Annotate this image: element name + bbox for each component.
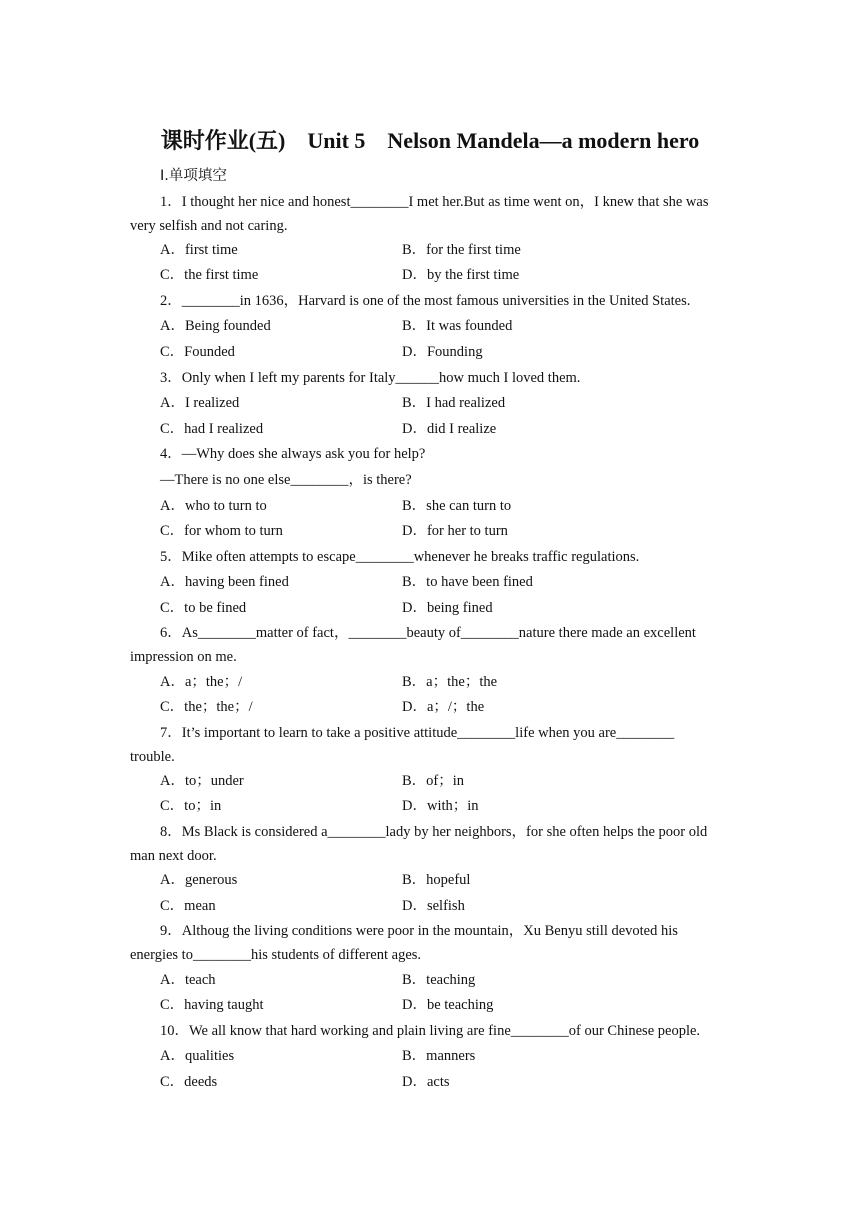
option-d: D．with；in <box>402 798 479 814</box>
option-c: C．for whom to turn <box>160 523 283 539</box>
option-c: C．having taught <box>160 997 264 1013</box>
option-d: D．selfish <box>402 898 465 914</box>
option-a: A．qualities <box>160 1048 235 1064</box>
option-c: C．Founded <box>160 344 235 360</box>
option-b: B．a；the；the <box>402 674 498 690</box>
option-b: B．It was founded <box>402 318 513 334</box>
option-b: B．manners <box>402 1048 476 1064</box>
option-b: B．teaching <box>402 972 476 988</box>
question-stem-line: 9．Althoug the living conditions were poor in the mountain，Xu Benyu still devoted his <box>160 923 678 939</box>
option-b: B．I had realized <box>402 395 506 411</box>
option-d: D．did I realize <box>402 421 497 437</box>
question-8-stem <box>130 820 731 868</box>
option-d: D．acts <box>402 1074 450 1090</box>
option-d: D．for her to turn <box>402 523 508 539</box>
question-6-stem <box>130 621 731 669</box>
option-a: A．having been fined <box>160 574 289 590</box>
option-b: B．of；in <box>402 773 465 789</box>
question-stem-line: very selfish and not caring. <box>130 218 288 234</box>
option-b: B．to have been fined <box>402 574 533 590</box>
option-c: C．to；in <box>160 798 222 814</box>
option-a: A．I realized <box>160 395 240 411</box>
question-stem-line: 7．It’s important to learn to take a positive attitude________life when you are________ <box>160 725 675 741</box>
option-c: C．to be fined <box>160 600 247 616</box>
question-1-stem <box>130 190 731 238</box>
option-c: C．had I realized <box>160 421 264 437</box>
option-a: A．to；under <box>160 773 244 789</box>
option-d: D．by the first time <box>402 267 520 283</box>
question-2-stem: 2．________in 1636，Harvard is one of the most famous universities in the United States. <box>160 293 691 309</box>
option-b: B．hopeful <box>402 872 471 888</box>
question-stem-line: 6．As________matter of fact，________beauty of________nature there made an excellent <box>160 625 696 641</box>
question-5-stem: 5．Mike often attempts to escape________whenever he breaks traffic regulations. <box>160 549 640 565</box>
option-c: C．the；the；/ <box>160 699 253 715</box>
option-c: C．deeds <box>160 1074 218 1090</box>
section-heading: Ⅰ.单项填空 <box>160 168 227 184</box>
option-a: A．generous <box>160 872 238 888</box>
option-a: A．a；the；/ <box>160 674 243 690</box>
option-c: C．mean <box>160 898 216 914</box>
option-c: C．the first time <box>160 267 259 283</box>
option-d: D．being fined <box>402 600 493 616</box>
option-d: D．Founding <box>402 344 483 360</box>
question-4-stem: 4．—Why does she always ask you for help? <box>160 446 426 462</box>
option-d: D．a；/；the <box>402 699 485 715</box>
question-stem-line: energies to________his students of different ages. <box>130 947 422 963</box>
option-d: D．be teaching <box>402 997 494 1013</box>
question-4-stem-2: —There is no one else________，is there? <box>160 472 412 488</box>
question-3-stem: 3．Only when I left my parents for Italy______how much I loved them. <box>160 370 581 386</box>
option-a: A．Being founded <box>160 318 271 334</box>
page-title: 课时作业(五) Unit 5 Nelson Mandela—a modern hero <box>160 128 700 153</box>
question-stem-line: 8．Ms Black is considered a________lady by her neighbors，for she often helps the poor old <box>160 824 708 840</box>
question-stem-line: trouble. <box>130 749 175 765</box>
question-stem-line: impression on me. <box>130 649 237 665</box>
question-7-stem <box>130 721 731 769</box>
question-9-stem <box>130 919 731 967</box>
option-a: A．who to turn to <box>160 498 267 514</box>
option-a: A．teach <box>160 972 216 988</box>
question-stem-line: man next door. <box>130 848 217 864</box>
option-a: A．first time <box>160 242 238 258</box>
question-10-stem: 10．We all know that hard working and plain living are fine________of our Chinese people. <box>160 1023 701 1039</box>
option-b: B．for the first time <box>402 242 521 258</box>
option-b: B．she can turn to <box>402 498 512 514</box>
question-stem-line: 1．I thought her nice and honest________I met her.But as time went on，I knew that she was <box>160 194 709 210</box>
